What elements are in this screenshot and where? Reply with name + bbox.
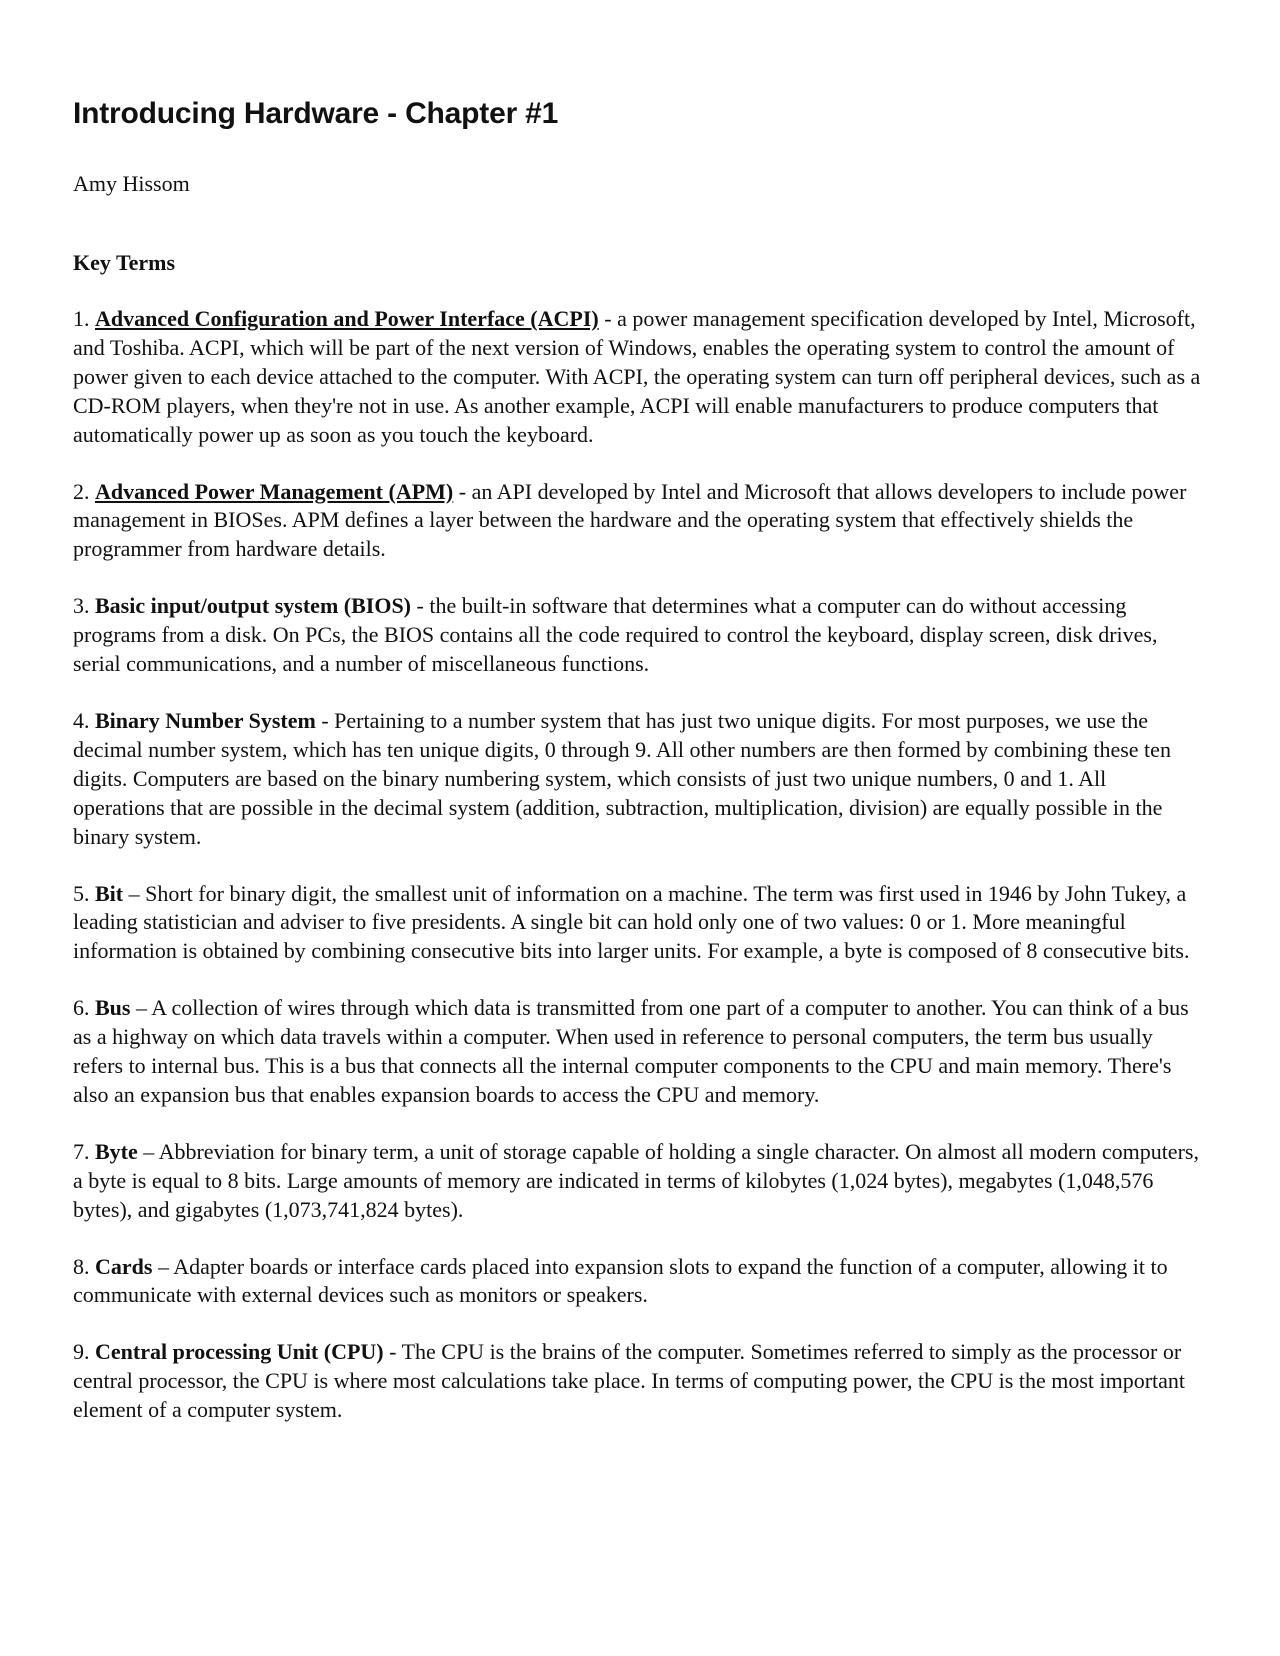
document-page — [73, 96, 1203, 1453]
term-definition: Abbreviation for binary term, a unit of storage capable of holding a single character. On almost all modern computers, a byte is equal to 8 bits. Large amounts of memory are indicated in terms of kilobytes (1,024 bytes), megabytes (1,048,576 bytes), and gigabytes (1,073,741,824 bytes). — [73, 1138, 1199, 1222]
term-separator: - — [453, 478, 472, 504]
term-name: Advanced Power Management (APM) — [95, 478, 454, 504]
term-definition: The CPU is the brains of the computer. Sometimes referred to simply as the processor or central processor, the CPU is where most calculations take place. In terms of computing power, the CPU is the most important element of a computer system. — [73, 1339, 1186, 1423]
term-definition: Adapter boards or interface cards placed into expansion slots to expand the function of a computer, allowing it to communicate with external devices such as monitors or speakers. — [73, 1253, 1168, 1308]
term-definition: an API developed by Intel and Microsoft that allows developers to include power management in BIOSes. APM defines a layer between the hardware and the operating system that effectively shields the programmer from hardware details. — [73, 478, 1187, 562]
term-separator: - — [315, 707, 335, 733]
term-name: Binary Number System — [95, 707, 316, 733]
term-separator: – — [152, 1253, 174, 1279]
term-number: 5. — [73, 880, 90, 906]
key-terms-list — [73, 305, 1203, 1425]
section-heading: Key Terms — [73, 250, 176, 275]
term-number: 2. — [73, 478, 90, 504]
term-item — [73, 1138, 1203, 1225]
term-item — [73, 478, 1203, 565]
term-item — [73, 305, 1203, 450]
term-separator: - — [598, 306, 618, 331]
document-title: Introducing Hardware - Chapter #1 — [73, 97, 559, 130]
term-definition: Pertaining to a number system that has just two unique digits. For most purposes, we use the decimal number system, which has ten unique digits, 0 through 9. All other numbers are then formed by combining these ten digits. Computers are based on the binary numbering system, which consists of just two unique numbers, 0 and 1. All operations that are possible in the decimal system (addition, subtraction, multiplication, division) are equally possible in the binary system. — [73, 707, 1171, 849]
term-item — [73, 994, 1203, 1110]
term-number: 3. — [73, 593, 90, 619]
term-separator: - — [411, 593, 430, 619]
term-separator: – — [130, 995, 152, 1021]
term-number: 7. — [73, 1138, 90, 1164]
term-definition: Short for binary digit, the smallest unit of information on a machine. The term was first used in 1946 by John Tukey, a leading statistician and adviser to five presidents. A single bit can hold only one of two values: 0 or 1. More meaningful information is obtained by combining consecutive bits into larger units. For example, a byte is composed of 8 consecutive bits. — [73, 880, 1190, 964]
term-number: 9. — [73, 1339, 90, 1365]
term-separator: – — [137, 1138, 159, 1164]
term-definition: a power management specification developed by Intel, Microsoft, and Toshiba. ACPI, which will be part of the next version of Windows, enables the operating system to control the amount of power given to each device attached to the computer. With ACPI, the operating system can turn off peripheral devices, such as a CD-ROM players, when they're not in use. As another example, ACPI will enable manufacturers to produce computers that automatically power up as soon as you touch the keyboard. — [73, 306, 1201, 447]
term-item — [73, 592, 1203, 679]
term-number: 4. — [73, 707, 90, 733]
term-separator: – — [123, 880, 146, 906]
term-number: 1. — [73, 306, 90, 331]
term-item — [73, 880, 1203, 967]
term-name: Advanced Configuration and Power Interface (ACPI) — [95, 306, 599, 331]
term-separator: - — [383, 1339, 402, 1365]
term-definition: A collection of wires through which data is transmitted from one part of a computer to another. You can think of a bus as a highway on which data travels within a computer. When used in reference to personal computers, the term bus usually refers to internal bus. This is a bus that connects all the internal computer components to the CPU and main memory. There's also an expansion bus that enables expansion boards to access the CPU and memory. — [73, 995, 1189, 1107]
term-number: 6. — [73, 995, 90, 1021]
term-name: Bit — [95, 880, 124, 906]
author-name: Amy Hissom — [73, 171, 190, 196]
term-item — [73, 1338, 1203, 1425]
term-definition: the built-in software that determines what a computer can do without accessing programs from a disk. On PCs, the BIOS contains all the code required to control the keyboard, display screen, disk drives, serial communications, and a number of miscellaneous functions. — [73, 593, 1158, 677]
term-number: 8. — [73, 1253, 90, 1279]
term-name: Basic input/output system (BIOS) — [95, 593, 412, 619]
term-name: Byte — [95, 1138, 138, 1164]
term-item — [73, 1253, 1203, 1311]
term-name: Central processing Unit (CPU) — [95, 1339, 384, 1365]
term-item — [73, 707, 1203, 852]
term-name: Cards — [95, 1253, 153, 1279]
term-name: Bus — [95, 995, 131, 1021]
